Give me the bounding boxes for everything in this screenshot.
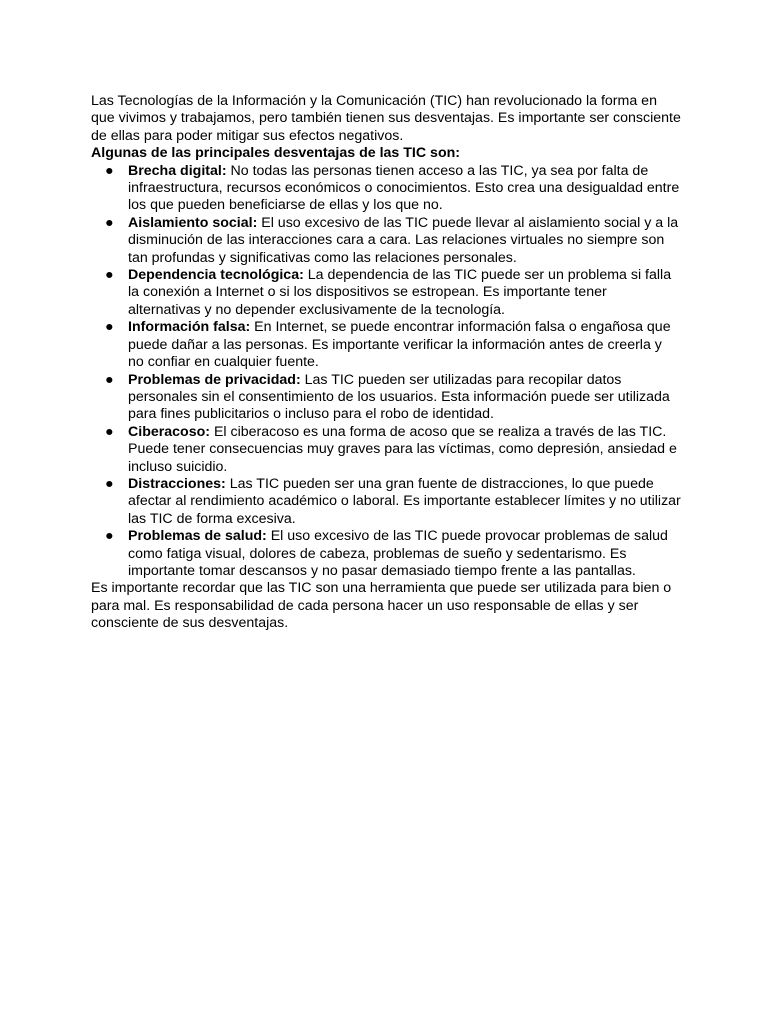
item-term: Brecha digital:: [128, 162, 227, 179]
bullet-icon: ●: [105, 267, 114, 284]
item-text: Las TIC pueden ser una gran fuente de distracciones, lo que puede afectar al rendimiento académico o laboral. Es importante establecer límites y no utilizar las TIC de forma excesiva.: [128, 475, 681, 527]
item-term: Distracciones:: [128, 475, 226, 492]
item-term: Información falsa:: [128, 319, 251, 336]
item-text: El ciberacoso es una forma de acoso que se realiza a través de las TIC. Puede tener consecuencias muy graves para las víctimas, como depresión, ansiedad e incluso suicidio.: [128, 423, 677, 475]
list-item: [91, 424, 681, 476]
list-item: [91, 476, 681, 528]
bullet-icon: ●: [105, 528, 114, 545]
item-term: Aislamiento social:: [128, 214, 258, 231]
bullet-icon: ●: [105, 371, 114, 388]
list-item: [91, 163, 681, 215]
document-body: [91, 93, 681, 633]
bullet-icon: ●: [105, 162, 114, 179]
list-item: [91, 319, 681, 371]
item-term: Dependencia tecnológica:: [128, 267, 304, 284]
conclusion-paragraph: Es importante recordar que las TIC son una herramienta que puede ser utilizada para bien o para mal. Es responsabilidad de cada persona hacer un uso responsable de ellas y ser consciente de sus desventajas.: [91, 580, 672, 632]
list-item: [91, 215, 681, 267]
disadvantages-list: [91, 163, 681, 581]
list-item: [91, 528, 681, 580]
item-term: Problemas de salud:: [128, 528, 267, 545]
item-text: En Internet, se puede encontrar información falsa o engañosa que puede dañar a las personas. Es importante verificar la información antes de creerla y no confiar en cualquier fuente.: [128, 319, 671, 371]
bullet-icon: ●: [105, 423, 114, 440]
intro-paragraph: Las Tecnologías de la Información y la Comunicación (TIC) han revolucionado la forma en que vivimos y trabajamos, pero también tienen sus desventajas. Es importante ser consciente de ellas para poder mitigar sus efectos negativos.: [91, 93, 681, 144]
item-text: No todas las personas tienen acceso a las TIC, ya sea por falta de infraestructura, recursos económicos o conocimientos. Esto crea una desigualdad entre los que pueden beneficiarse de ellas y los que no.: [128, 162, 680, 214]
list-item: [91, 267, 681, 319]
bullet-icon: ●: [105, 214, 114, 231]
bullet-icon: ●: [105, 475, 114, 492]
item-text: La dependencia de las TIC puede ser un problema si falla la conexión a Internet o si los dispositivos se estropean. Es importante tener alternativas y no depender exclusivamente de la tecnología.: [128, 267, 672, 318]
item-text: El uso excesivo de las TIC puede llevar al aislamiento social y a la disminución de las interacciones cara a cara. Las relaciones virtuales no siempre son tan profundas y significativas como las relaciones personales.: [128, 214, 679, 266]
item-text: El uso excesivo de las TIC puede provocar problemas de salud como fatiga visual, dolores de cabeza, problemas de sueño y sedentarismo. Es importante tomar descansos y no pasar demasiado tiempo frente a las pantallas.: [128, 528, 668, 579]
list-heading: Algunas de las principales desventajas de las TIC son:: [91, 145, 460, 162]
item-text: Las TIC pueden ser utilizadas para recopilar datos personales sin el consentimiento de los usuarios. Esta información puede ser utilizada para fines publicitarios o incluso para el robo de identidad.: [128, 371, 670, 423]
item-term: Ciberacoso:: [128, 423, 210, 440]
item-term: Problemas de privacidad:: [128, 371, 301, 388]
list-item: [91, 372, 681, 424]
bullet-icon: ●: [105, 319, 114, 336]
